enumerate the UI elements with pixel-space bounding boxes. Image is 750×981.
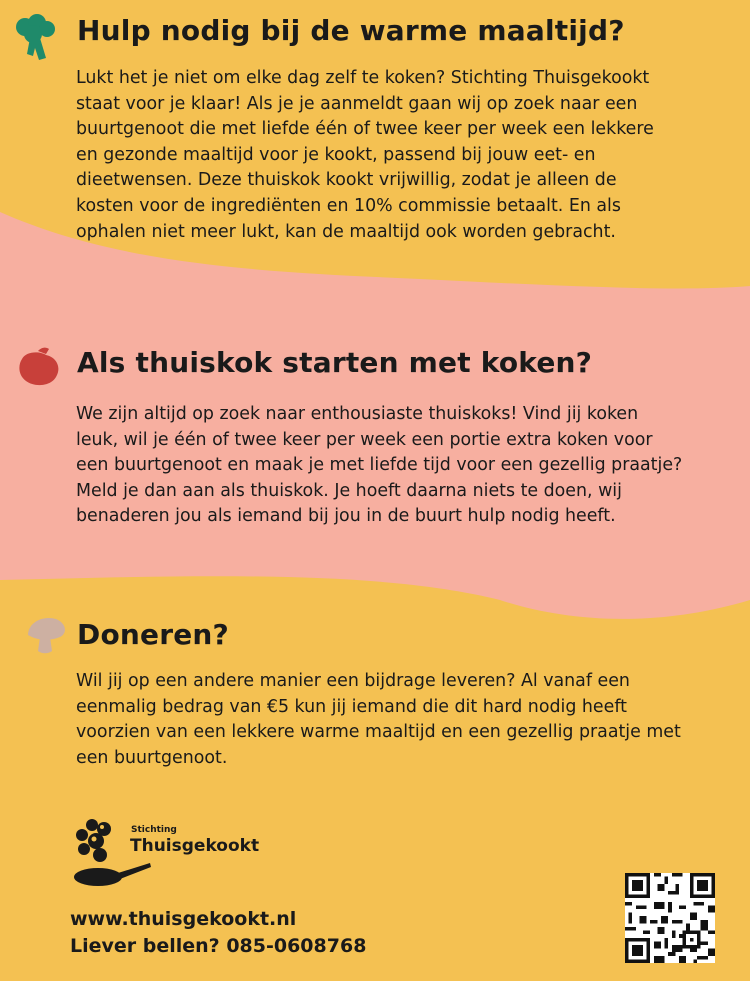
- section-body: We zijn altijd op zoek naar enthousiaste thuiskoks! Vind jij koken leuk, wil je één of twee keer per week een portie extra koken voor een buurtgenoot en maak je met liefde tijd voor een gezellig praatje? Meld je dan aan als thuiskok. Je hoeft daarna niets te doen, wij benaderen jou als iemand bij jou in de buurt hulp nodig heeft.: [76, 404, 683, 527]
- broccoli-icon: [13, 14, 57, 62]
- section-body: Lukt het je niet om elke dag zelf te koken? Stichting Thuisgekookt staat voor je klaar! Als je je aanmeldt gaan wij op zoek naar een buurtgenoot die met liefde één of twee keer per week een lekkere en gezonde maaltijd voor je kookt, passend bij jouw eet- en dieetwensen. Deze thuiskok kookt vrijwillig, zodat je alleen de kosten voor de ingrediënten en 10% commissie betaalt. En als ophalen niet meer lukt, kan de maaltijd ook worden gebracht.: [76, 68, 654, 242]
- bell-pepper-icon: [16, 345, 62, 389]
- qr-code-icon[interactable]: [625, 873, 715, 963]
- mushroom-icon: [24, 615, 68, 655]
- section-body: Wil jij op een andere manier een bijdrage leveren? Al vanaf een eenmalig bedrag van €5 kun jij iemand die dit hard nodig heeft voorzien van een lekkere warme maaltijd en een gezellig praatje met een buurtgenoot.: [76, 671, 681, 768]
- logo-subtitle: Stichting: [131, 825, 177, 835]
- section-title: Doneren?: [77, 618, 229, 651]
- phone-number: Liever bellen? 085-0608768: [70, 935, 367, 957]
- section-title: Hulp nodig bij de warme maaltijd?: [77, 14, 625, 47]
- logo-title: Thuisgekookt: [130, 836, 260, 856]
- website-link[interactable]: www.thuisgekookt.nl: [70, 908, 297, 930]
- section-title: Als thuiskok starten met koken?: [77, 346, 593, 379]
